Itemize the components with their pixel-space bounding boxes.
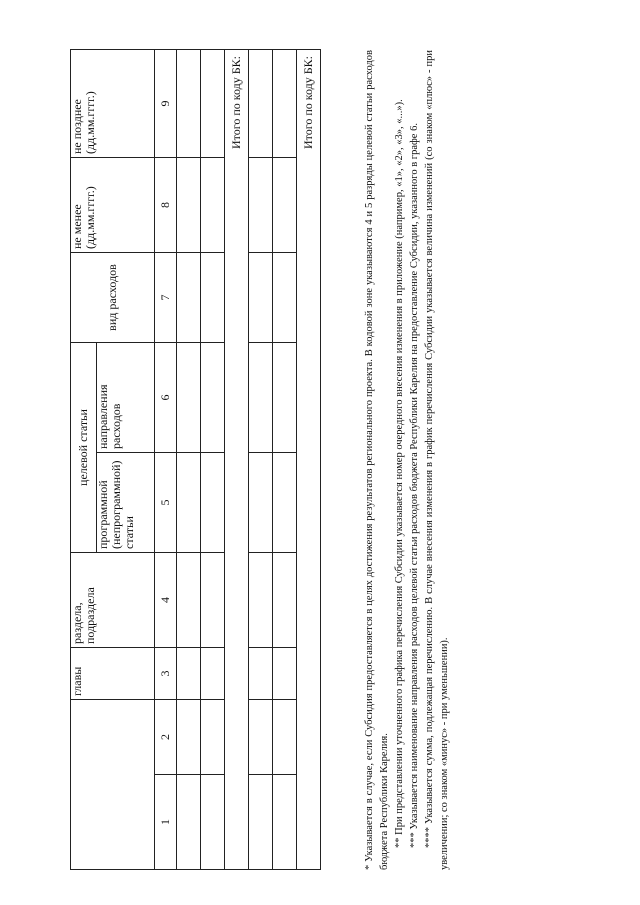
payment-schedule-table	[70, 49, 321, 870]
footnote-4: **** Указывается сумма, подлежащая перечислению. В случае внесения изменения в график перечисления Субсидии указывается величина изменений (со знаком «плюс» - при увеличении; со знаком «минус» - при уменьшении).	[424, 50, 450, 870]
table-row	[273, 49, 297, 869]
col-number-5: 5	[155, 453, 177, 553]
rotated-page	[70, 50, 450, 870]
footnote-3: *** Указывается наименование направления расходов целевой статьи расходов бюджета Республики Карелия на предоставление Субсидии, указанного в графе 6.	[409, 123, 420, 848]
col-number-3: 3	[155, 648, 177, 700]
col-number-4: 4	[155, 553, 177, 648]
total-row	[297, 49, 321, 869]
total-row	[225, 49, 249, 869]
col-number-1: 1	[155, 775, 177, 870]
header-ne-pozdnee: не позднее (дд.мм.гггг.)	[71, 49, 155, 157]
col-number-6: 6	[155, 342, 177, 452]
table-row	[201, 49, 225, 869]
col-number-9: 9	[155, 49, 177, 157]
header-programmnoy: программной (непрограммной) статьи	[97, 453, 155, 553]
header-napravleniya: направления расходов	[97, 342, 155, 452]
header-razdela: раздела, подраздела	[71, 553, 155, 648]
footnotes	[362, 50, 452, 870]
header-celevoy: целевой статьи	[71, 342, 97, 552]
footnote-2: ** При представлении уточненного графика перечисления Субсидии указывается номер очередного внесения изменения в приложение (например, «1», «2», «3», «...»).	[394, 99, 405, 848]
header-cell-1-2	[71, 700, 155, 870]
col-number-7: 7	[155, 252, 177, 342]
col-number-2: 2	[155, 700, 177, 775]
header-glavy: главы	[71, 648, 155, 700]
header-vid: вид расходов	[71, 252, 155, 342]
table-row	[249, 49, 273, 869]
total-label-2: Итого по коду БК:	[297, 49, 321, 869]
footnote-1: * Указывается в случае, если Субсидия предоставляется в целях достижения результатов регионального проекта. В кодовой зоне указываются 4 и 5 разряды целевой статьи расходов бюджета Республики Карелия.	[364, 50, 390, 870]
header-ne-menee: не менее (дд.мм.гггг.)	[71, 157, 155, 252]
total-label-1: Итого по коду БК:	[225, 49, 249, 869]
col-number-8: 8	[155, 157, 177, 252]
table-row	[177, 49, 201, 869]
